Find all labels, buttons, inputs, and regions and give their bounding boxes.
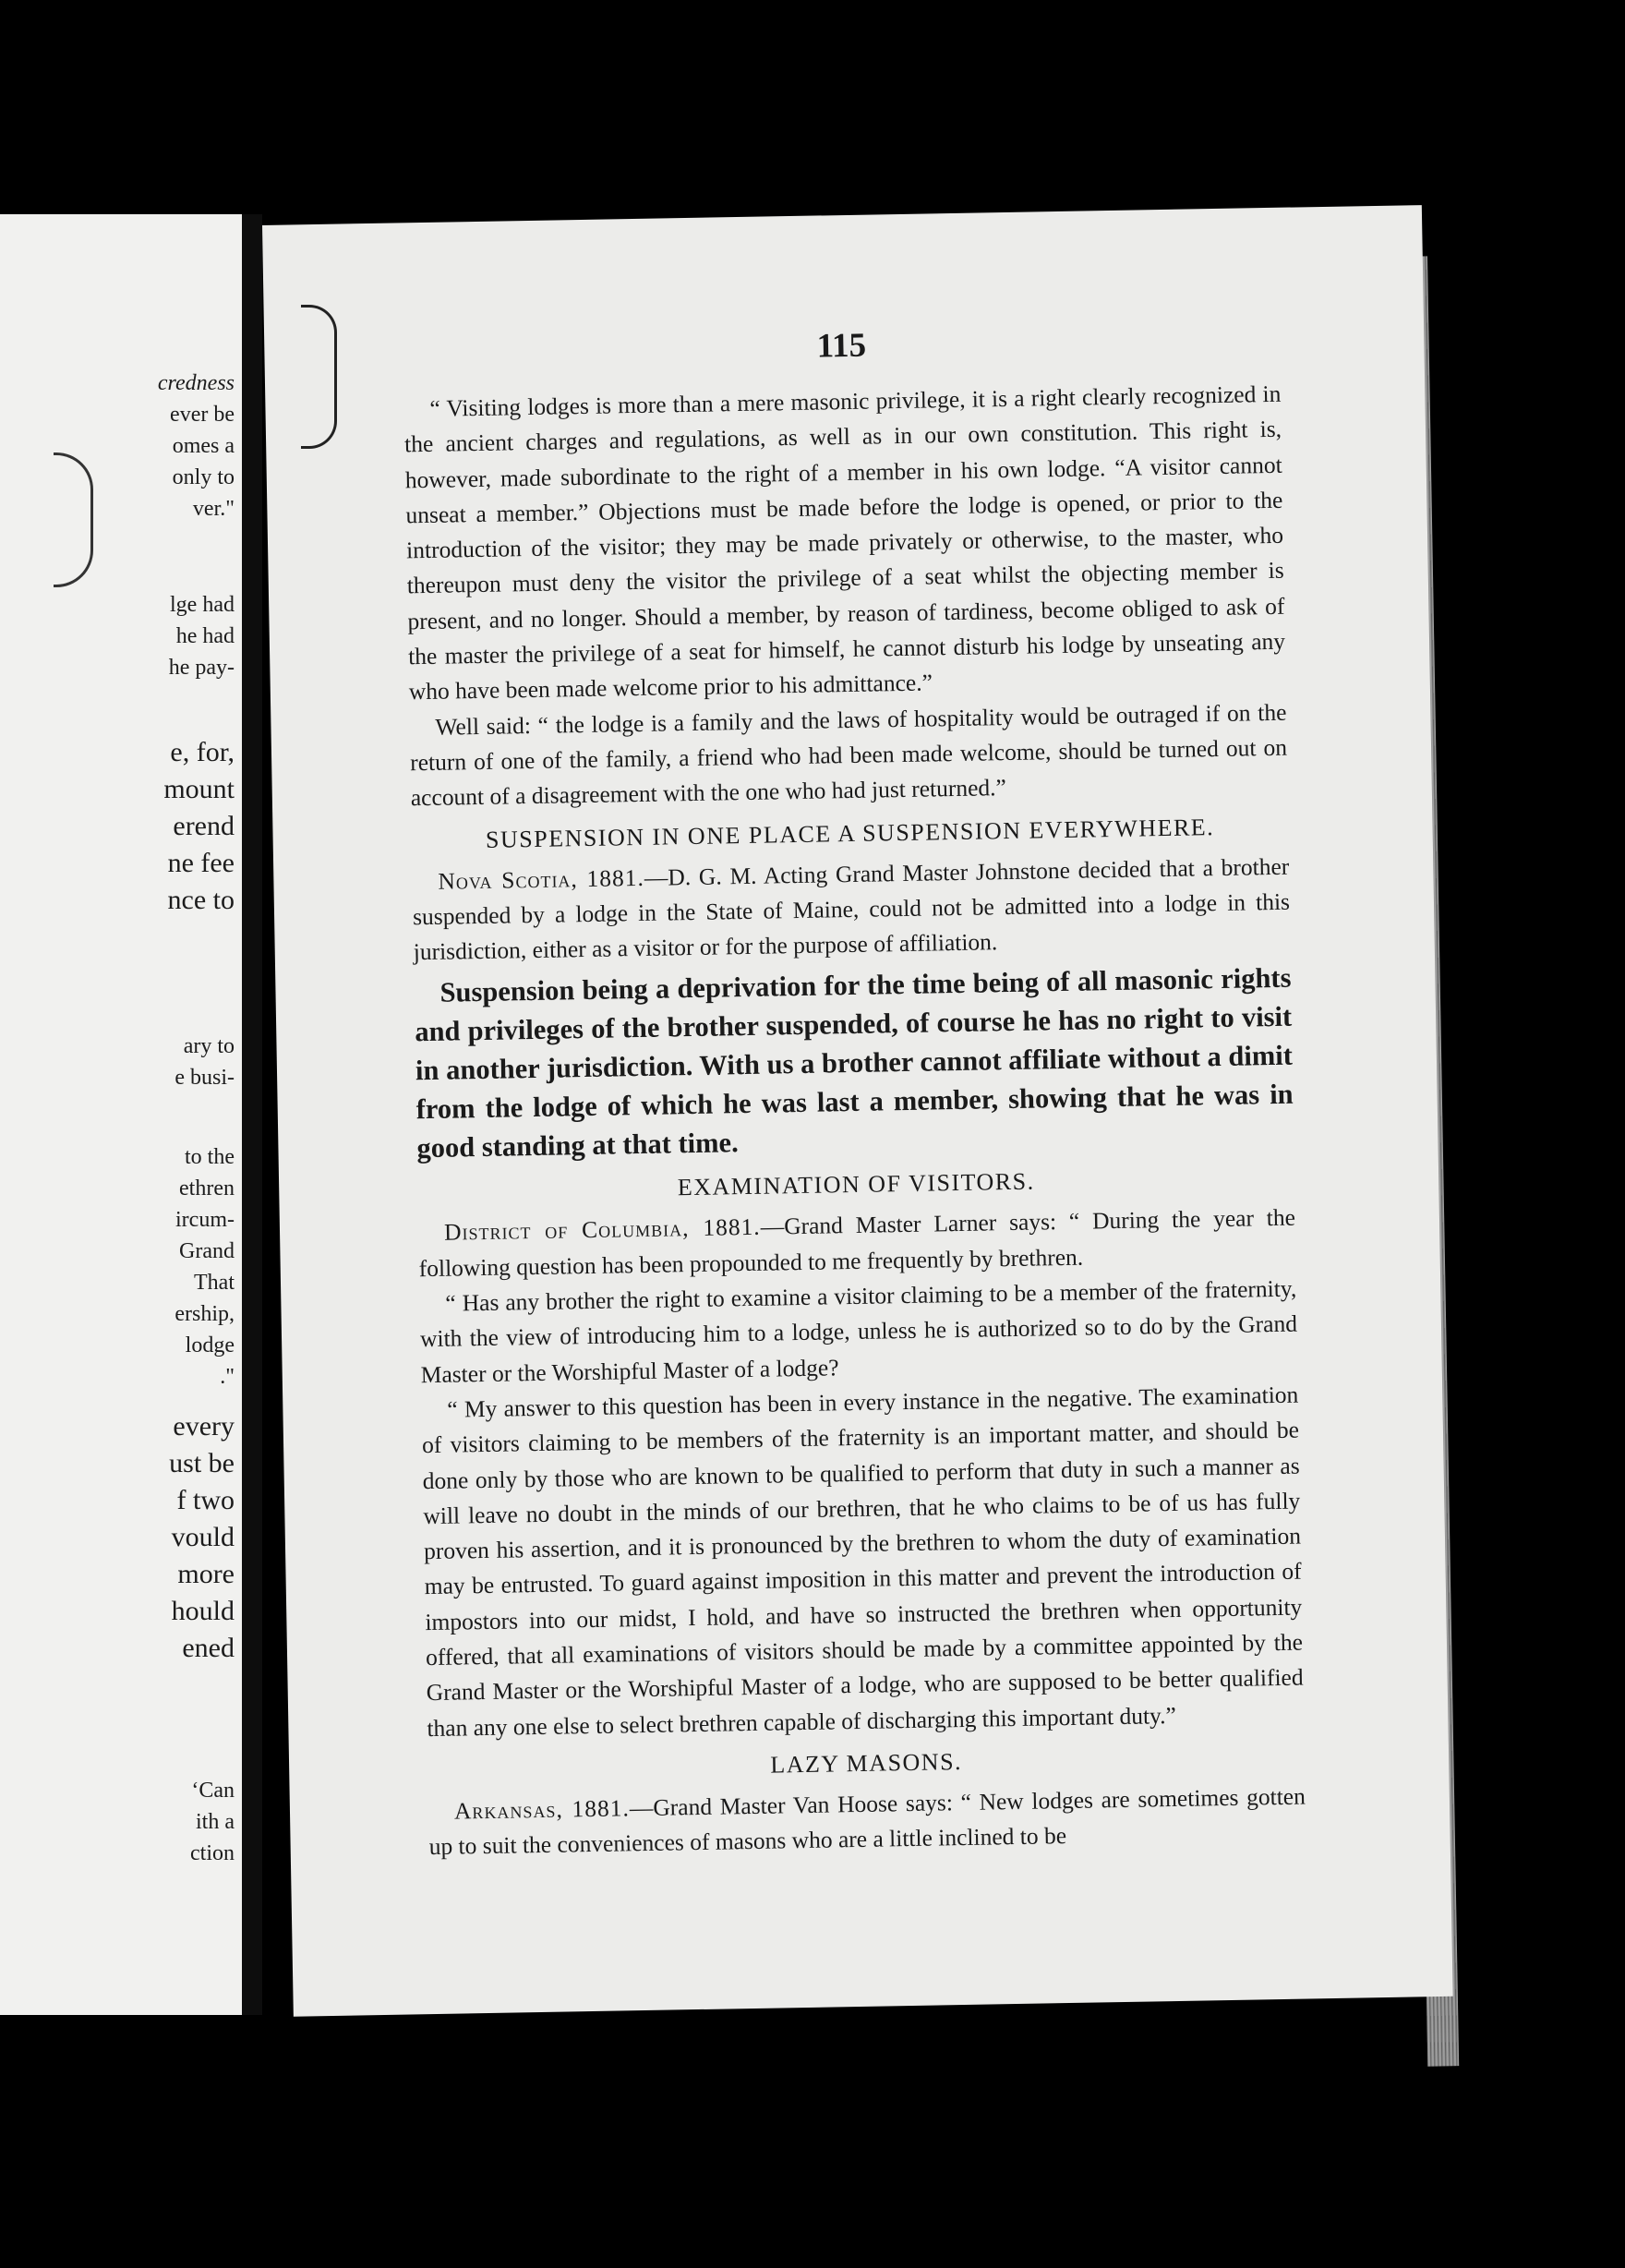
left-page-line: vould xyxy=(171,1522,235,1552)
left-page-line: ." xyxy=(220,1365,235,1389)
left-page-line: f two xyxy=(176,1485,235,1515)
left-page-line: e, for, xyxy=(170,737,235,767)
book-gutter xyxy=(242,214,262,2015)
left-page-line: he had xyxy=(175,624,235,648)
dc-text: —Grand Master Larner says: “ During the year the following question has been propounded to me frequently by brethren. xyxy=(418,1204,1296,1282)
left-page-line: he pay- xyxy=(168,656,235,680)
left-page-line: lodge xyxy=(185,1333,235,1357)
left-page-line: to the xyxy=(185,1145,235,1169)
left-page-line: ership, xyxy=(175,1302,235,1326)
left-page-line: omes a xyxy=(172,434,235,458)
left-page-line: more xyxy=(177,1559,235,1589)
left-page-line: ened xyxy=(182,1633,235,1663)
left-page-line: ever be xyxy=(170,403,235,427)
pencil-bracket-mark xyxy=(54,452,93,587)
left-page-line: ircum- xyxy=(175,1208,235,1232)
dc-lead: District of Columbia, 1881. xyxy=(443,1213,761,1247)
left-page-line: every xyxy=(173,1411,235,1442)
heading-examination: EXAMINATION OF VISITORS. xyxy=(677,1168,1035,1201)
heading-suspension: SUSPENSION IN ONE PLACE A SUSPENSION EVERYWHERE. xyxy=(485,813,1215,853)
left-page-line: erend xyxy=(173,811,235,841)
right-page xyxy=(262,205,1453,2017)
paragraph-quote-visiting: “ Visiting lodges is more than a mere masonic privilege, it is a right clearly recognized in the ancient charges and regulations, as well as in our own constitution. This right is, however, made subordinate to the right of a member in his own lodge. “A visitor cannot unseat a member.” Objections must be made before the lodge is opened, or prior to the introduction of the visitor; they may be made privately or otherwise, to the master, who thereupon must deny the visitor the privilege of a seat whilst the objecting member is present, and no longer. Should a member, by reason of tardiness, become obliged to ask of the master the privilege of a seat for himself, he cannot disturb his lodge by unseating any who have been made welcome prior to his admittance.” xyxy=(403,380,1286,706)
left-page-line: hould xyxy=(171,1596,235,1626)
left-page-line: ction xyxy=(190,1841,235,1865)
paragraph-comment-suspension: Suspension being a deprivation for the time being of all masonic rights and privileges of the brother suspended, of course he has no right to visit in another jurisdiction. With us a brother cannot affiliate without a dimit from the lodge of which he was last a member, showing that he was in good standing at that time. xyxy=(414,962,1294,1164)
page-number: 115 xyxy=(816,326,867,366)
paragraph-well-said: Well said: “ the lodge is a family and the laws of hospitality would be outraged if on the return of one of the family, a friend who had been made welcome, should be turned out on account of a disagreement with the one who had just returned.” xyxy=(409,698,1288,812)
left-page-line: credness xyxy=(157,371,235,395)
left-page-line: ust be xyxy=(169,1448,235,1478)
left-page-line: only to xyxy=(172,465,235,489)
nova-scotia-text: —D. G. M. Acting Grand Master Johnstone decided that a brother suspended by a lodge in the State of Maine, could not be admitted into a lodge in this jurisdiction, either as a visitor or for the purpose of affiliation. xyxy=(412,852,1291,966)
left-page-line: mount xyxy=(163,774,235,804)
left-page-line: e busi- xyxy=(175,1066,235,1090)
left-page-line: Grand xyxy=(179,1239,235,1263)
left-page-line: ith a xyxy=(196,1810,235,1834)
paragraph-answer: “ My answer to this question has been in every instance in the negative. The examination of visitors claiming to be members of the fraternity is an important matter, and should be done only by those who are known to be qualified to perform that duty in such a manner as will leave no doubt in the minds of our brethren, that he who claims to be of us has fully proven his assertion, and it is pronounced by the brethren to whom the duty of examination may be entrusted. To guard against imposition in this matter and prevent the introduction of impostors into our midst, I hold, and have so instructed the brethren when opportunity offered, that all examinations of visitors should be made by a committee appointed by the Grand Master or the Worshipful Master of a lodge, who are supposed to be better qualified than any one else to select brethren capable of discharging this important duty.” xyxy=(421,1381,1304,1742)
left-page-line: ethren xyxy=(179,1176,235,1200)
paragraph-nova-scotia xyxy=(412,849,1291,970)
paragraph-arkansas xyxy=(428,1779,1306,1864)
left-page-line: ary to xyxy=(183,1034,235,1058)
nova-scotia-lead: Nova Scotia, 1881. xyxy=(438,863,645,895)
arkansas-text: —Grand Master Van Hoose says: “ New lodges are sometimes gotten up to suit the conveniences of masons who are a little inclined to be xyxy=(428,1782,1306,1861)
paragraph-question: “ Has any brother the right to examine a visitor claiming to be a member of the fraternity, with the view of introducing him to a lodge, unless he is authorized so to do by the Grand Master or the Worshipful Master of a lodge? xyxy=(419,1274,1298,1388)
left-page xyxy=(0,214,242,2015)
left-page-line: That xyxy=(194,1271,235,1295)
left-page-line: nce to xyxy=(167,885,235,915)
text-column xyxy=(403,319,1306,1865)
left-page-line: ‘Can xyxy=(191,1779,235,1803)
left-page-line: ver." xyxy=(192,497,235,521)
left-page-line: lge had xyxy=(170,593,235,617)
left-page-line: ne fee xyxy=(167,848,235,878)
heading-lazy-masons: LAZY MASONS. xyxy=(770,1747,963,1779)
pencil-bracket-mark-right xyxy=(301,305,337,449)
arkansas-lead: Arkansas, 1881. xyxy=(453,1794,631,1825)
